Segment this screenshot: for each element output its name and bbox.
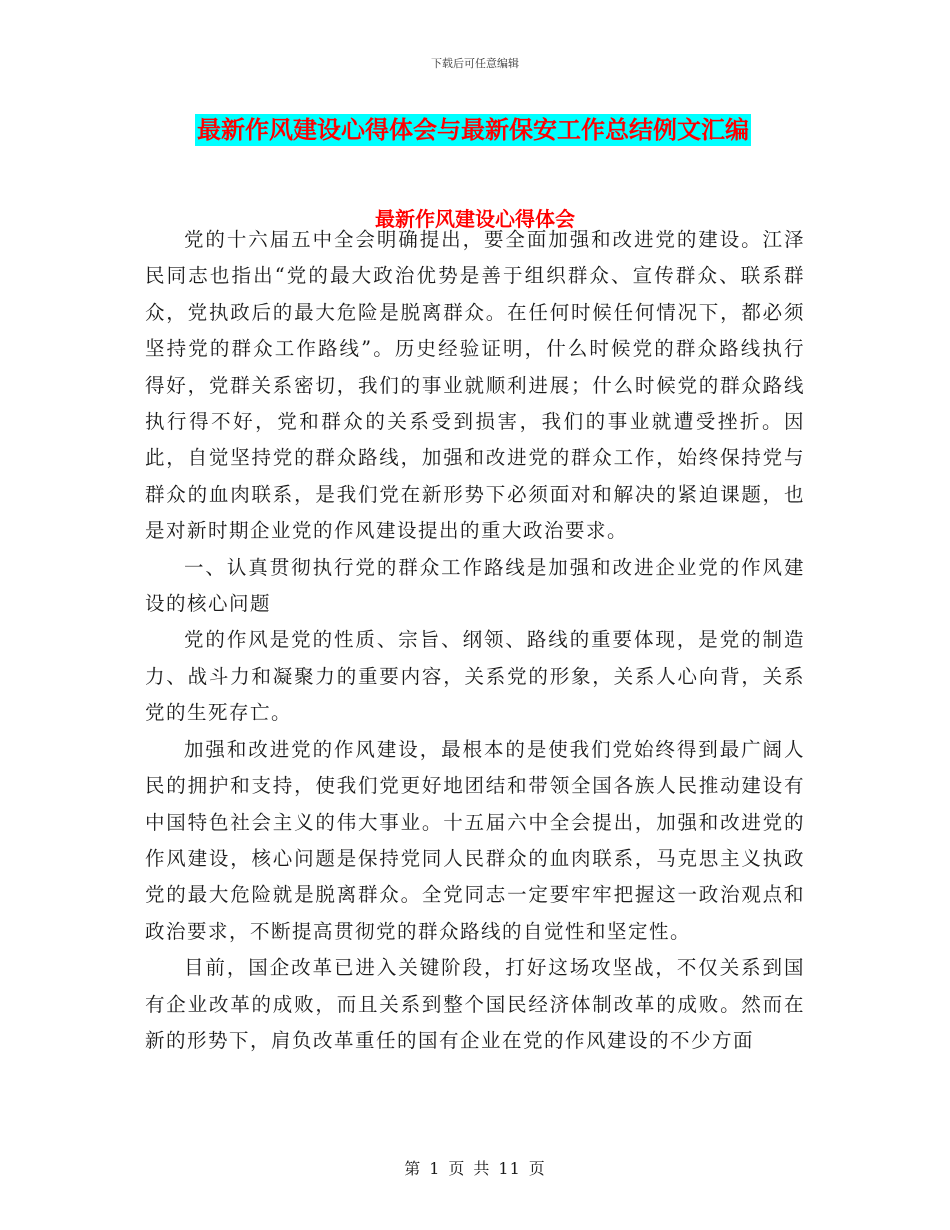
page-label-mid: 页 — [448, 1159, 466, 1178]
document-title: 最新作风建设心得体会与最新保安工作总结例文汇编 — [197, 115, 749, 144]
document-body — [145, 222, 805, 1059]
section-title: 最新作风建设心得体会 — [375, 207, 575, 231]
paragraph: 加强和改进党的作风建设，最根本的是使我们党始终得到最广阔人民的拥护和支持，使我们党更好地团结和带领全国各族人民推动建设有中国特色社会主义的伟大事业。十五届六中全会提出，加强和改进党的作风建设，核心问题是保持党同人民群众的血肉联系，马克思主义执政党的最大危险就是脱离群众。全党同志一定要牢牢把握这一政治观点和政治要求，不断提高贯彻党的群众路线的自觉性和坚定性。 — [145, 737, 805, 943]
page-footer — [0, 1156, 950, 1179]
current-page-number: 1 — [429, 1159, 441, 1178]
page-label-prefix: 第 — [404, 1159, 422, 1178]
paragraph: 党的十六届五中全会明确提出，要全面加强和改进党的建设。江泽民同志也指出“党的最大政治优势是善于组织群众、宣传群众、联系群众，党执政后的最大危险是脱离群众。在任何时候任何情况下，都必须坚持党的群众工作路线”。历史经验证明，什么时候党的群众路线执行得好，党群关系密切，我们的事业就顺利进展；什么时候党的群众路线执行得不好，党和群众的关系受到损害，我们的事业就遭受挫折。因此，自觉坚持党的群众路线，加强和改进党的群众工作，始终保持党与群众的血肉联系，是我们党在新形势下必须面对和解决的紧迫课题，也是对新时期企业党的作风建设提出的重大政治要求。 — [145, 228, 805, 543]
header-note: 下载后可任意编辑 — [431, 57, 519, 70]
paragraph: 一、认真贯彻执行党的群众工作路线是加强和改进企业党的作风建设的核心问题 — [145, 555, 805, 616]
page-label-total-prefix: 共 — [473, 1159, 491, 1178]
paragraph: 党的作风是党的性质、宗旨、纲领、路线的重要体现，是党的制造力、战斗力和凝聚力的重要内容，关系党的形象，关系人心向背，关系党的生死存亡。 — [145, 628, 805, 725]
paragraph: 目前，国企改革已进入关键阶段，打好这场攻坚战，不仅关系到国有企业改革的成败，而且关系到整个国民经济体制改革的成败。然而在新的形势下，肩负改革重任的国有企业在党的作风建设的不少方面 — [145, 956, 805, 1052]
total-pages-number: 11 — [498, 1159, 521, 1178]
page-label-suffix: 页 — [528, 1159, 546, 1178]
